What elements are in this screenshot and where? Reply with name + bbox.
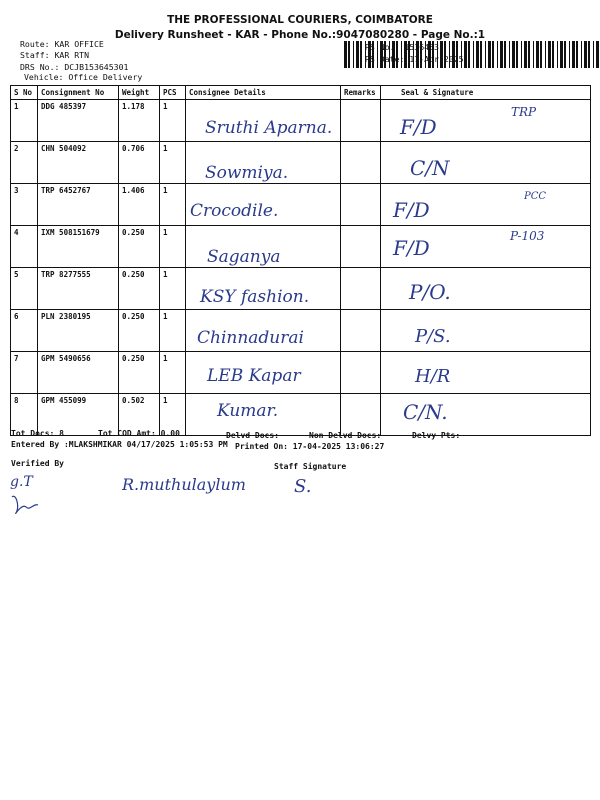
handwritten-seal: C/N bbox=[410, 156, 450, 180]
row-pcs: 1 bbox=[160, 142, 186, 184]
header-seal: Seal & Signature bbox=[381, 86, 591, 100]
verifier-scribble bbox=[8, 493, 48, 517]
header-pcs: PCS bbox=[160, 86, 186, 100]
drs-number: DRS No.: DCJB153645301 bbox=[20, 62, 129, 72]
total-docs: Tot Docs: 8 bbox=[11, 429, 64, 438]
table-row bbox=[11, 184, 591, 226]
handwritten-consignee: LEB Kapar bbox=[207, 366, 301, 386]
printed-on: Printed On: 17-04-2025 13:06:27 bbox=[235, 442, 385, 451]
row-sno: 1 bbox=[11, 100, 38, 142]
row-sno: 2 bbox=[11, 142, 38, 184]
vehicle-label: Vehicle: Office Delivery bbox=[24, 72, 143, 82]
row-consignment: DDG 485397 bbox=[38, 100, 119, 142]
table-header-row bbox=[11, 86, 591, 100]
staff-label: Staff: KAR RTN bbox=[20, 50, 90, 60]
row-consignment: TRP 8277555 bbox=[38, 268, 119, 310]
row-consignment: CHN 504092 bbox=[38, 142, 119, 184]
handwritten-seal: F/D bbox=[400, 115, 437, 139]
row-weight: 0.706 bbox=[119, 142, 160, 184]
row-sno: 8 bbox=[11, 394, 38, 436]
handwritten-seal: P/O. bbox=[409, 280, 451, 304]
table-row bbox=[11, 226, 591, 268]
row-consignment: GPM 455099 bbox=[38, 394, 119, 436]
handwritten-seal: P/S. bbox=[415, 326, 451, 347]
row-consignment: IXM 508151679 bbox=[38, 226, 119, 268]
non-delivered-docs: Non Delvd Docs: bbox=[309, 431, 382, 440]
row-pcs: 1 bbox=[160, 310, 186, 352]
delivered-docs: Delvd Docs: bbox=[226, 431, 279, 440]
verifier-signature: R.muthulaylum bbox=[122, 475, 246, 494]
row-weight: 0.250 bbox=[119, 352, 160, 394]
rs-number: RS No.: 1536453 bbox=[365, 42, 439, 52]
row-consignment: PLN 2380195 bbox=[38, 310, 119, 352]
company-title: THE PROFESSIONAL COURIERS, COIMBATORE bbox=[167, 14, 433, 26]
row-weight: 0.250 bbox=[119, 310, 160, 352]
header-sno: S No bbox=[11, 86, 38, 100]
row-pcs: 1 bbox=[160, 394, 186, 436]
route-label: Route: KAR OFFICE bbox=[20, 39, 104, 49]
delivery-points: Delvy Pts: bbox=[412, 431, 461, 440]
handwritten-seal: C/N. bbox=[403, 400, 448, 424]
handwritten-seal: F/D bbox=[393, 198, 430, 222]
table-row bbox=[11, 142, 591, 184]
handwritten-seal: F/D bbox=[393, 236, 430, 260]
header-weight: Weight bbox=[119, 86, 160, 100]
handwritten-consignee: KSY fashion. bbox=[200, 287, 310, 307]
handwritten-consignee: Crocodile. bbox=[190, 201, 279, 221]
row-sno: 6 bbox=[11, 310, 38, 352]
header-remarks: Remarks bbox=[341, 86, 381, 100]
row-weight: 1.178 bbox=[119, 100, 160, 142]
entered-by: Entered By :MLAKSHMIKAR 04/17/2025 1:05:53 PM bbox=[11, 440, 228, 449]
row-pcs: 1 bbox=[160, 268, 186, 310]
row-consignment: TRP 6452767 bbox=[38, 184, 119, 226]
staff-signature: S. bbox=[294, 476, 312, 497]
row-pcs: 1 bbox=[160, 226, 186, 268]
row-sno: 4 bbox=[11, 226, 38, 268]
verifier-initials-signature: g.T bbox=[10, 474, 33, 490]
handwritten-note: PCC bbox=[524, 191, 547, 202]
row-sno: 5 bbox=[11, 268, 38, 310]
handwritten-consignee: Saganya bbox=[207, 247, 281, 267]
handwritten-consignee: Sruthi Aparna. bbox=[205, 118, 333, 138]
runsheet-subtitle: Delivery Runsheet - KAR - Phone No.:9047080280 - Page No.:1 bbox=[114, 29, 486, 41]
handwritten-note: P-103 bbox=[510, 229, 545, 243]
verified-by-label: Verified By bbox=[11, 459, 64, 468]
staff-signature-label: Staff Signature bbox=[274, 462, 347, 471]
header-consignment: Consignment No bbox=[38, 86, 119, 100]
total-cod-amount: Tot COD Amt: 0.00 bbox=[98, 429, 180, 438]
handwritten-consignee: Chinnadurai bbox=[197, 328, 304, 348]
row-pcs: 1 bbox=[160, 100, 186, 142]
row-weight: 0.250 bbox=[119, 268, 160, 310]
row-pcs: 1 bbox=[160, 184, 186, 226]
row-weight: 0.502 bbox=[119, 394, 160, 436]
row-weight: 1.406 bbox=[119, 184, 160, 226]
row-weight: 0.250 bbox=[119, 226, 160, 268]
row-sno: 3 bbox=[11, 184, 38, 226]
rs-date: RS Date: 17-Apr-2025 bbox=[365, 54, 464, 64]
handwritten-consignee: Sowmiya. bbox=[205, 163, 289, 183]
handwritten-note: TRP bbox=[511, 105, 537, 119]
row-pcs: 1 bbox=[160, 352, 186, 394]
handwritten-seal: H/R bbox=[415, 366, 451, 387]
header-consignee: Consignee Details bbox=[186, 86, 341, 100]
row-consignment: GPM 5490656 bbox=[38, 352, 119, 394]
row-sno: 7 bbox=[11, 352, 38, 394]
handwritten-consignee: Kumar. bbox=[217, 401, 279, 421]
